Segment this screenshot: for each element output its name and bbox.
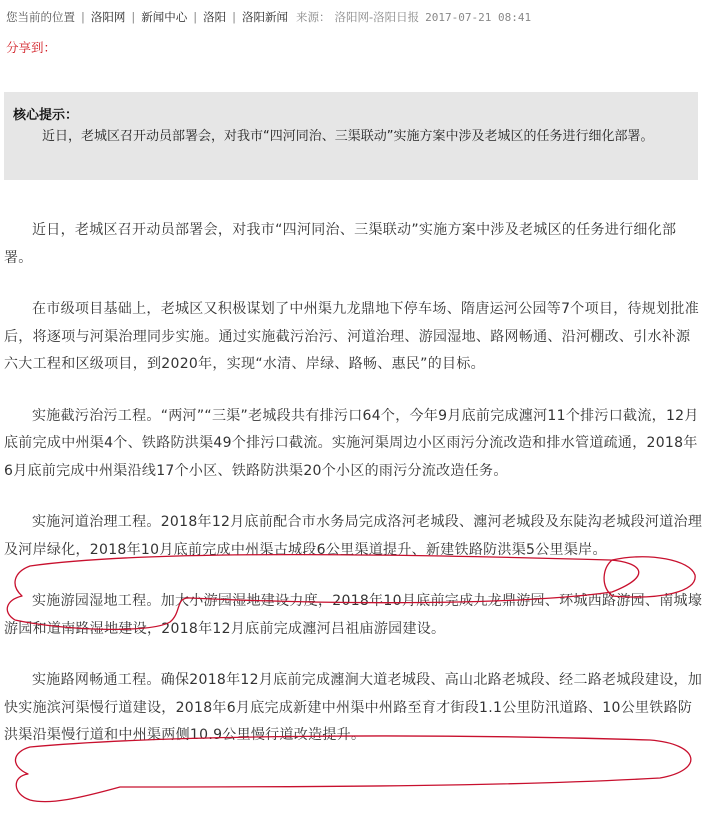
breadcrumb-link-news-center[interactable]: 新闻中心	[141, 10, 188, 24]
summary-text: 近日，老城区召开动员部署会，对我市“四河同治、三渠联动”实施方案中涉及老城区的任务进行细化部署。	[42, 129, 654, 144]
breadcrumb-separator: |	[193, 10, 198, 24]
article-paragraph: 在市级项目基础上，老城区又积极谋划了中州渠九龙鼎地下停车场、隋唐运河公园等7个项目，待规划批准后，将逐项与河渠治理同步实施。通过实施截污治污、河道治理、游园湿地、路网畅通、沿河棚改、引水补源六大工程和区级项目，到2020年，实现“水清、岸绿、路畅、惠民”的目标。	[4, 301, 700, 372]
article-paragraph: 实施游园湿地工程。加大小游园湿地建设力度，2018年10月底前完成九龙鼎游园、环城西路游园、南城壕游园和道南路湿地建设，2018年12月底前完成瀍河吕祖庙游园建设。	[4, 593, 703, 637]
breadcrumb-link-luoyang[interactable]: 洛阳	[203, 10, 227, 24]
summary-label: 核心提示：	[13, 108, 79, 123]
article-paragraph: 近日，老城区召开动员部署会，对我市“四河同治、三渠联动”实施方案中涉及老城区的任务进行细化部署。	[4, 222, 677, 266]
breadcrumb-separator: |	[232, 10, 236, 24]
breadcrumb-link-luoyang-news[interactable]: 洛阳新闻	[242, 10, 288, 24]
breadcrumb-separator: |	[81, 10, 85, 24]
article-paragraph: 实施路网畅通工程。确保2018年12月底前完成瀍涧大道老城段、高山北路老城段、经二路老城段建设，加快实施滨河渠慢行道建设，2018年6月底完成新建中州渠中州路至育才街段1.1公里防汛道路、10公里铁路防洪渠沿渠慢行道和中州渠两侧10.9公里慢行道改造提升。	[4, 672, 703, 743]
share-link[interactable]: 分享到：	[6, 40, 57, 55]
source-label: 来源：	[296, 10, 331, 24]
source-value: 洛阳网-洛阳日报	[334, 10, 420, 24]
article-body	[4, 217, 704, 774]
breadcrumb	[6, 8, 531, 26]
breadcrumb-prefix: 您当前的位置	[6, 10, 75, 24]
article-paragraph: 实施截污治污工程。“两河”“三渠”老城段共有排污口64个，今年9月底前完成瀍河11个排污口截流，12月底前完成中州渠4个、铁路防洪渠49个排污口截流。实施河渠周边小区雨污分流改造和排水管道疏通，2018年6月底前完成中州渠沿线17个小区、铁路防洪渠20个小区的雨污分流改造任务。	[4, 407, 699, 479]
breadcrumb-separator: |	[131, 10, 136, 24]
core-summary-box	[4, 92, 698, 180]
breadcrumb-link-luoyang-net[interactable]: 洛阳网	[90, 10, 126, 24]
article-paragraph: 实施河道治理工程。2018年12月底前配合市水务局完成洛河老城段、瀍河老城段及东陡沟老城段河道治理及河岸绿化，2018年10月底前完成中州渠古城段6公里渠道提升、新建铁路防洪渠5公里渠岸。	[4, 514, 703, 558]
publish-date: 2017-07-21 08:41	[425, 11, 532, 24]
